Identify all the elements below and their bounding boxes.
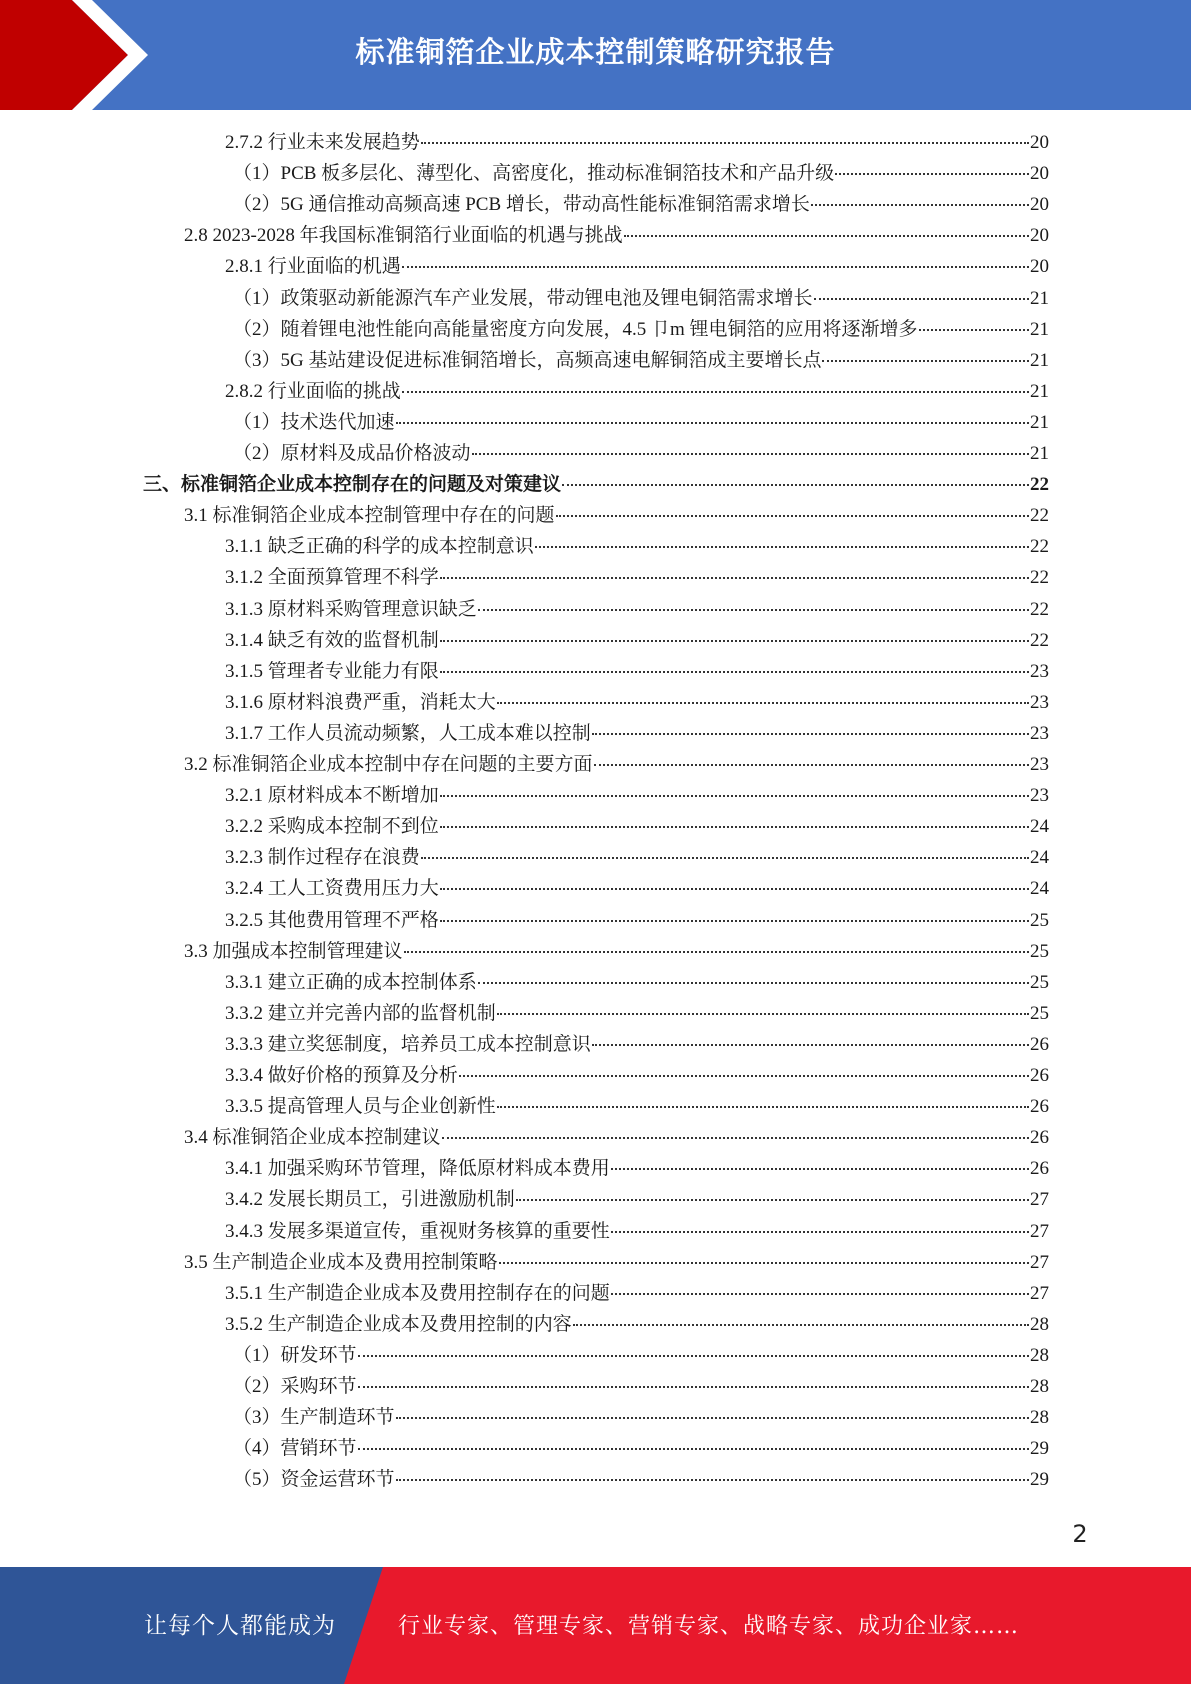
header-banner <box>0 0 1191 110</box>
toc-entry[interactable] <box>233 407 1049 438</box>
toc-dot-leader <box>404 951 1029 953</box>
toc-entry-page: 28 <box>1030 1376 1049 1397</box>
toc-entry-title: 3.3.5 提高管理人员与企业创新性 <box>225 1096 496 1118</box>
toc-dot-leader <box>814 298 1029 300</box>
toc-entry-page: 22 <box>1030 474 1049 496</box>
toc-entry-title: （3）生产制造环节 <box>233 1407 395 1429</box>
toc-dot-leader <box>822 360 1029 362</box>
toc-entry-title: 3.3.1 建立正确的成本控制体系 <box>225 971 477 993</box>
toc-entry-page: 26 <box>1030 1096 1049 1118</box>
toc-entry-title: 3.1.2 全面预算管理不科学 <box>225 567 439 589</box>
toc-entry-title: 3.3.4 做好价格的预算及分析 <box>225 1065 458 1086</box>
toc-entry-title: 3.1.4 缺乏有效的监督机制 <box>225 629 439 651</box>
toc-dot-leader <box>497 702 1029 704</box>
toc-entry-page: 21 <box>1030 349 1049 371</box>
toc-entry-title: 3.2.4 工人工资费用压力大 <box>225 878 439 900</box>
toc-dot-leader <box>556 515 1029 517</box>
toc-dot-leader <box>592 733 1029 735</box>
toc-entry-page: 29 <box>1030 1438 1049 1460</box>
toc-entry-page: 23 <box>1030 785 1049 807</box>
toc-entry[interactable] <box>225 562 1049 593</box>
toc-entry[interactable] <box>233 189 1049 220</box>
toc-dot-leader <box>611 1231 1029 1233</box>
toc-entry-page: 21 <box>1030 287 1049 309</box>
toc-entry[interactable] <box>233 345 1049 376</box>
toc-entry-title: 3.4.2 发展长期员工，引进激励机制 <box>225 1189 515 1211</box>
toc-dot-leader <box>440 826 1029 828</box>
toc-entry-title: 三、标准铜箔企业成本控制存在的问题及对策建议 <box>143 474 562 496</box>
toc-dot-leader <box>497 1106 1029 1108</box>
toc-entry-title: 3.4.1 加强采购环节管理，降低原材料成本费用 <box>225 1158 610 1180</box>
toc-dot-leader <box>592 1044 1029 1046</box>
toc-dot-leader <box>478 982 1029 984</box>
toc-entry[interactable] <box>184 220 1049 251</box>
toc-entry[interactable] <box>225 967 1049 998</box>
toc-entry[interactable] <box>233 438 1049 469</box>
toc-entry[interactable] <box>225 594 1049 625</box>
toc-entry-title: （3）5G 基站建设促进标准铜箔增长，高频高速电解铜箔成主要增长点 <box>233 349 822 371</box>
footer-slogan-right: 行业专家、管理专家、营销专家、战略专家、成功企业家…… <box>398 1614 1020 1639</box>
toc-entry-title: 3.2.1 原材料成本不断增加 <box>225 785 439 807</box>
toc-entry-title: 2.7.2 行业未来发展趋势 <box>225 132 420 153</box>
toc-entry-page: 21 <box>1030 380 1049 402</box>
toc-entry-page: 22 <box>1030 567 1049 589</box>
footer-banner <box>0 1567 1191 1684</box>
toc-entry-title: 3.5 生产制造企业成本及费用控制策略 <box>184 1251 498 1273</box>
toc-entry-title: （1）技术迭代加速 <box>233 411 395 433</box>
toc-dot-leader <box>421 142 1029 144</box>
toc-entry-title: 3.1.6 原材料浪费严重，消耗太大 <box>225 691 496 713</box>
toc-dot-leader <box>459 1075 1029 1077</box>
toc-dot-leader <box>442 1137 1029 1139</box>
toc-entry-page: 24 <box>1030 847 1049 869</box>
toc-entry-page: 26 <box>1030 1127 1049 1149</box>
toc-entry[interactable] <box>184 500 1049 531</box>
toc-entry-page: 27 <box>1030 1282 1049 1304</box>
toc-entry[interactable] <box>233 1464 1049 1495</box>
toc-entry-title: （1）PCB 板多层化、薄型化、高密度化，推动标准铜箔技术和产品升级 <box>233 163 835 185</box>
toc-dot-leader <box>478 609 1029 611</box>
toc-entry[interactable] <box>233 1402 1049 1433</box>
toc-entry-page: 28 <box>1030 1313 1049 1335</box>
toc-entry-page: 28 <box>1030 1344 1049 1366</box>
toc-entry-page: 20 <box>1030 163 1049 185</box>
toc-entry[interactable] <box>225 531 1049 562</box>
toc-entry-page: 21 <box>1030 443 1049 464</box>
toc-entry[interactable] <box>184 749 1049 780</box>
toc-entry[interactable] <box>184 936 1049 967</box>
toc-dot-leader <box>472 453 1029 455</box>
toc-entry[interactable] <box>225 1060 1049 1091</box>
footer-slogan-left: 让每个人都能成为 <box>144 1613 336 1639</box>
toc-dot-leader <box>535 546 1029 548</box>
toc-entry-page: 27 <box>1030 1189 1049 1211</box>
toc-entry[interactable] <box>225 811 1049 842</box>
toc-entry[interactable] <box>225 687 1049 718</box>
toc-entry-title: 2.8.1 行业面临的机遇 <box>225 256 401 278</box>
toc-entry-page: 23 <box>1030 722 1049 744</box>
toc-entry[interactable] <box>143 469 1049 500</box>
toc-entry-title: （2）采购环节 <box>233 1376 357 1397</box>
toc-entry[interactable] <box>233 314 1049 345</box>
toc-dot-leader <box>573 1324 1029 1326</box>
toc-entry-title: （2）随着锂电池性能向高能量密度方向发展，4.5 卩m 锂电铜箔的应用将逐渐增多 <box>233 318 918 340</box>
toc-entry-page: 28 <box>1030 1407 1049 1429</box>
page-number: 2 <box>1072 1520 1088 1548</box>
toc-entry-title: 3.2.5 其他费用管理不严格 <box>225 909 439 931</box>
toc-entry-title: （1）研发环节 <box>233 1344 357 1366</box>
toc-entry-page: 22 <box>1030 629 1049 651</box>
toc-entry[interactable] <box>233 283 1049 314</box>
toc-entry-page: 27 <box>1030 1220 1049 1242</box>
toc-entry-page: 25 <box>1030 940 1049 962</box>
toc-entry-title: 3.3 加强成本控制管理建议 <box>184 940 403 962</box>
toc-entry-page: 22 <box>1030 598 1049 620</box>
toc-entry-page: 29 <box>1030 1469 1049 1491</box>
toc-entry[interactable] <box>225 656 1049 687</box>
toc-entry[interactable] <box>225 1216 1049 1247</box>
toc-entry-page: 26 <box>1030 1065 1049 1086</box>
toc-entry[interactable] <box>225 127 1049 158</box>
toc-entry-page: 20 <box>1030 256 1049 278</box>
toc-entry[interactable] <box>225 1184 1049 1215</box>
toc-dot-leader <box>358 1355 1029 1357</box>
toc-entry[interactable] <box>225 873 1049 904</box>
toc-entry-title: 3.2.3 制作过程存在浪费 <box>225 847 420 869</box>
toc-entry-title: 3.4 标准铜箔企业成本控制建议 <box>184 1127 441 1149</box>
toc-dot-leader <box>919 329 1029 331</box>
toc-entry[interactable] <box>184 1122 1049 1153</box>
toc-dot-leader <box>396 422 1029 424</box>
toc-entry-page: 21 <box>1030 411 1049 433</box>
toc-dot-leader <box>396 1479 1029 1481</box>
toc-dot-leader <box>402 391 1029 393</box>
toc-entry-title: （1）政策驱动新能源汽车产业发展，带动锂电池及锂电铜箔需求增长 <box>233 287 813 309</box>
toc-dot-leader <box>562 484 1029 486</box>
toc-entry-title: 3.1.5 管理者专业能力有限 <box>225 660 439 682</box>
toc-entry[interactable] <box>225 625 1049 656</box>
toc-entry[interactable] <box>233 1371 1049 1402</box>
toc-entry-title: 3.1.1 缺乏正确的科学的成本控制意识 <box>225 536 534 558</box>
toc-entry-page: 23 <box>1030 754 1049 775</box>
toc-entry-title: 3.3.3 建立奖惩制度，培养员工成本控制意识 <box>225 1033 591 1055</box>
toc-entry[interactable] <box>233 158 1049 189</box>
toc-entry-page: 22 <box>1030 536 1049 558</box>
toc-dot-leader <box>811 204 1029 206</box>
toc-entry-title: 3.1.7 工作人员流动频繁，人工成本难以控制 <box>225 722 591 744</box>
toc-dot-leader <box>835 173 1029 175</box>
toc-entry-title: 3.3.2 建立并完善内部的监督机制 <box>225 1002 496 1024</box>
toc-entry[interactable] <box>225 1091 1049 1122</box>
toc-entry[interactable] <box>225 1029 1049 1060</box>
toc-dot-leader <box>624 235 1029 237</box>
toc-entry-title: 2.8.2 行业面临的挑战 <box>225 380 401 402</box>
toc-dot-leader <box>594 764 1029 766</box>
toc-entry-page: 25 <box>1030 1002 1049 1024</box>
toc-dot-leader <box>440 671 1029 673</box>
toc-entry-title: （2）5G 通信推动高频高速 PCB 增长，带动高性能标准铜箔需求增长 <box>233 194 810 216</box>
toc-entry-title: （4）营销环节 <box>233 1438 357 1460</box>
toc-entry-title: 2.8 2023-2028 年我国标准铜箔行业面临的机遇与挑战 <box>184 225 623 247</box>
toc-entry-title: 3.5.1 生产制造企业成本及费用控制存在的问题 <box>225 1282 610 1304</box>
toc-entry[interactable] <box>233 1340 1049 1371</box>
toc-entry[interactable] <box>225 1153 1049 1184</box>
toc-entry-title: （5）资金运营环节 <box>233 1469 395 1491</box>
toc-dot-leader <box>358 1386 1029 1388</box>
toc-dot-leader <box>396 1417 1029 1419</box>
toc-dot-leader <box>611 1293 1029 1295</box>
toc-dot-leader <box>358 1448 1029 1450</box>
toc-dot-leader <box>440 577 1029 579</box>
toc-entry[interactable] <box>233 1433 1049 1464</box>
toc-dot-leader <box>440 795 1029 797</box>
toc-dot-leader <box>516 1199 1029 1201</box>
toc-entry[interactable] <box>225 842 1049 873</box>
report-title: 标准铜箔企业成本控制策略研究报告 <box>355 35 836 69</box>
toc-dot-leader <box>611 1168 1029 1170</box>
toc-dot-leader <box>402 266 1029 268</box>
toc-entry-page: 27 <box>1030 1251 1049 1273</box>
toc-entry-page: 23 <box>1030 691 1049 713</box>
toc-entry[interactable] <box>225 718 1049 749</box>
toc-entry-title: （2）原材料及成品价格波动 <box>233 443 471 464</box>
toc-entry-page: 21 <box>1030 318 1049 340</box>
toc-entry[interactable] <box>225 780 1049 811</box>
toc-entry-title: 3.5.2 生产制造企业成本及费用控制的内容 <box>225 1313 572 1335</box>
toc-entry-page: 25 <box>1030 971 1049 993</box>
toc-entry-page: 20 <box>1030 194 1049 216</box>
toc-entry-page: 20 <box>1030 225 1049 247</box>
toc-entry[interactable] <box>225 998 1049 1029</box>
toc-entry[interactable] <box>184 1247 1049 1278</box>
toc-entry[interactable] <box>225 251 1049 282</box>
toc-entry-page: 24 <box>1030 878 1049 900</box>
toc-entry-title: 3.2 标准铜箔企业成本控制中存在问题的主要方面 <box>184 754 593 775</box>
toc-entry-page: 25 <box>1030 909 1049 931</box>
toc-dot-leader <box>497 1013 1029 1015</box>
toc-entry-page: 26 <box>1030 1158 1049 1180</box>
toc-entry-page: 26 <box>1030 1033 1049 1055</box>
toc-dot-leader <box>499 1262 1029 1264</box>
toc-dot-leader <box>421 857 1029 859</box>
toc-entry-page: 20 <box>1030 132 1049 153</box>
toc-entry[interactable] <box>225 376 1049 407</box>
toc-dot-leader <box>440 888 1029 890</box>
toc-dot-leader <box>440 920 1029 922</box>
toc-entry-title: 3.2.2 采购成本控制不到位 <box>225 816 439 838</box>
toc-entry-page: 22 <box>1030 505 1049 527</box>
toc-dot-leader <box>440 640 1029 642</box>
toc-entry-page: 24 <box>1030 816 1049 838</box>
toc-entry-title: 3.1 标准铜箔企业成本控制管理中存在的问题 <box>184 505 555 527</box>
toc-entry[interactable] <box>225 1309 1049 1340</box>
toc-entry-title: 3.4.3 发展多渠道宣传，重视财务核算的重要性 <box>225 1220 610 1242</box>
toc-entry-page: 23 <box>1030 660 1049 682</box>
toc-entry[interactable] <box>225 905 1049 936</box>
toc-entry[interactable] <box>225 1278 1049 1309</box>
toc-entry-title: 3.1.3 原材料采购管理意识缺乏 <box>225 598 477 620</box>
